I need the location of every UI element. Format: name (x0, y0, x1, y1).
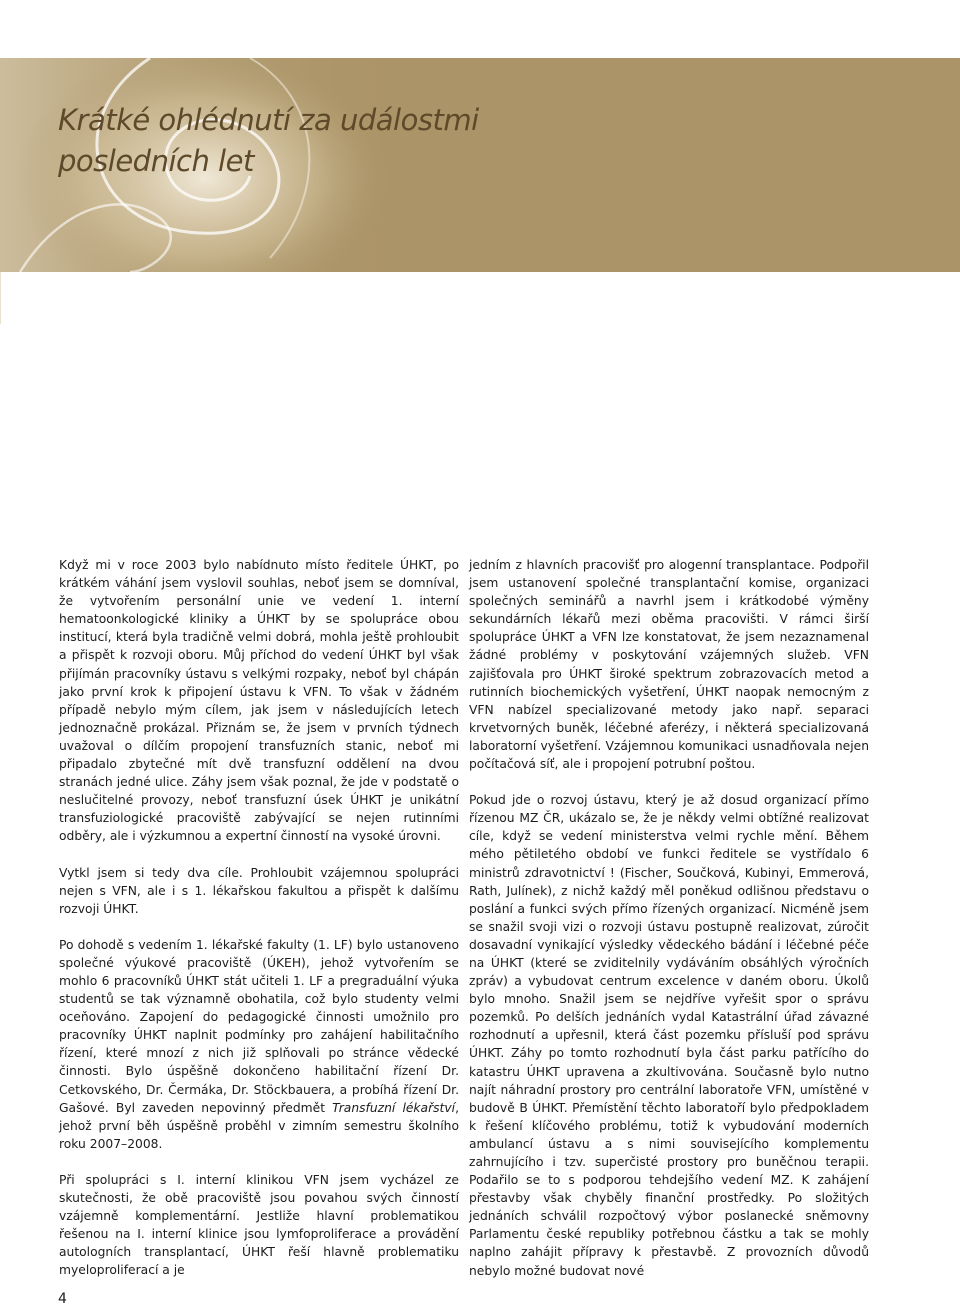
page-title (58, 100, 479, 182)
decorative-line (0, 272, 5, 324)
left-paragraph-3 (59, 936, 459, 1153)
left-paragraph-1: Když mi v roce 2003 bylo nabídnuto místo ředitele ÚHKT, po krátkém váhání jsem vyslovil souhlas, neboť jsem se domníval, že vytvořením personální unie ve vedení 1. interní hematoonkologické kliniky a ÚHKT by se spolupráce obou institucí, která byla tradičně velmi dobrá, mohla ještě prohloubit a přispět k rozvoji oboru. Můj příchod do vedení ÚHKT byl však přijímán pracovníky ústavu s velkými rozpaky, neboť byl chápán jako první krok k připojení ústavu k VFN. To však v žádném případě nebylo mým cílem, jak jsem v následujících letech jednoznačně prokázal. Přiznám se, že jsem v prvních týdnech uvažoval o dílčím propojení transfuzních stanic, neboť mi připadalo zbytečné mít dvě transfuzní oddělení na dvou stranách jedné ulice. Záhy jsem však poznal, že jde v podstatě o neslučitelné provozy, neboť transfuzní úsek ÚHKT je unikátní transfuziologické pracoviště zabývající se nejen rutinními odběry, ale i výzkumnou a expertní činností na vysoké úrovni. (59, 558, 459, 844)
left-paragraph-4: Při spolupráci s I. interní klinikou VFN jsem vycházel ze skutečnosti, že obě pracoviště jsou povahou svých činností vzájemně komplementární. Jestliže hlavní problematikou řešenou na I. interní klinice jsou lymfoproliferace a provádění autologních transplantací, ÚHKT řeší hlavně problematiku myeloproliferací a je (59, 1172, 459, 1278)
right-paragraph-2: Pokud jde o rozvoj ústavu, který je až dosud organizací přímo řízenou MZ ČR, ukázalo se, že je někdy velmi obtížné realizovat cíle, když se vedení ministerstva velmi rychle mění. Během mého pětiletého období ve funkci ředitele se vystřídalo 6 ministrů zdravotnictví ! (Fischer, Součková, Kubinyi, Emmerová, Rath, Julínek), z nichž každý měl poněkud odlišnou představu o poslání a funkci svých přímo řízených organizací. Nicméně jsem se snažil svoji vizi o rozvoji ústavu postupně realizovat, zúročit dosavadní vynikající výsledky vědeckého bádání i léčebné péče na ÚHKT (které se zviditelnily vydáváním obsáhlých výročních zpráv) a vybudovat centrum excelence v daném oboru. Úkolů bylo mnoho. Snažil jsem se nejdříve vyřešit spor o správu pozemků. Po delších jednáních vydal Katastrální úřad závazné rozhodnutí a upřesnil, která část pozemku přísluší pod správu ÚHKT. Záhy po tomto rozhodnutí byla část parku patřícího do katastru ÚHKT upravena a zkultivována. Současně bylo nutno najít náhradní prostory pro centrální laboratoře VFN, umístěné v budově B ÚHKT. Přemístění těchto laboratoří bylo předpokladem k řešení klíčového problému, totiž k vybudování moderních ambulancí ústavu a s nimi souvisejícího komplementu zahrnujícího i tzv. superčisté prostory pro buněčnou terapii. Podařilo se to s podporou tehdejšího vedení MZ. K zahájení přestavby však chyběly finanční prostředky. Po složitých jednáních schválil rozpočtový výbor poslanecké sněmovny Parlamentu české republiky potřebnou částku a tak se mohly naplno zahájit přípravy k přestavbě. Z provozních důvodů nebylo možné budovat nové (469, 793, 869, 1278)
left-paragraph-3-part-b: , jehož první běh úspěšně proběhl v zimním semestru školního roku 2007–2008. (59, 1100, 459, 1151)
right-column (469, 556, 869, 1280)
page-number: 4 (58, 1291, 67, 1307)
title-line-2: posledních let (58, 144, 254, 178)
title-line-1: Krátké ohlédnutí za událostmi (58, 103, 479, 137)
course-name: Transfuzní lékařství (332, 1100, 456, 1115)
left-column (59, 556, 459, 1279)
left-paragraph-2: Vytkl jsem si tedy dva cíle. Prohloubit vzájemnou spolupráci nejen s VFN, ale i s 1. lékařskou fakultou a přispět k dalšímu rozvoji ÚHKT. (59, 865, 459, 916)
left-paragraph-3-part-a: Po dohodě s vedením 1. lékařské fakulty (1. LF) bylo ustanoveno společné výukové pracoviště (ÚKEH), jehož vytvořením se mohlo 6 pracovníků ÚHKT stát učiteli 1. LF a pregraduální výuka studentů se tak významně obohatila, což bylo studenty velmi oceňováno. Zapojení do pedagogické činnosti umožnilo pro pracovníky ÚHKT naplnit podmínky pro zahájení habilitačního řízení, které mnozí z nich již splňovali po stránce vědecké činnosti. Bylo úspěšně dokončeno habilitační řízení Dr. Cetkovského, Dr. Čermáka, Dr. Stöckbauera, a probíhá řízení Dr. Gašové. Byl zaveden nepovinný předmět (59, 937, 459, 1115)
right-paragraph-1: jedním z hlavních pracovišť pro alogenní transplantace. Podpořil jsem ustanovení společné transplantační komise, organizaci společných seminářů a navrhl jsem i krátkodobé výměny sekundárních lékařů mezi oběma pracovišti. V rámci širší spolupráce ÚHKT a VFN lze konstatovat, že jsem nezaznamenal žádné problémy v poskytování vzájemných služeb. VFN zajišťovala pro ÚHKT široké spektrum zobrazovacích metod a rutinních biochemických vyšetření, ÚHKT naopak nemocným z VFN nabízel specializované metody jako např. separaci krvetvorných buněk, léčebné aferézy, i některá specializovaná laboratorní vyšetření. Vzájemnou komunikaci usnadňovala nejen počítačová síť, ale i propojení potrubní poštou. (469, 558, 869, 772)
